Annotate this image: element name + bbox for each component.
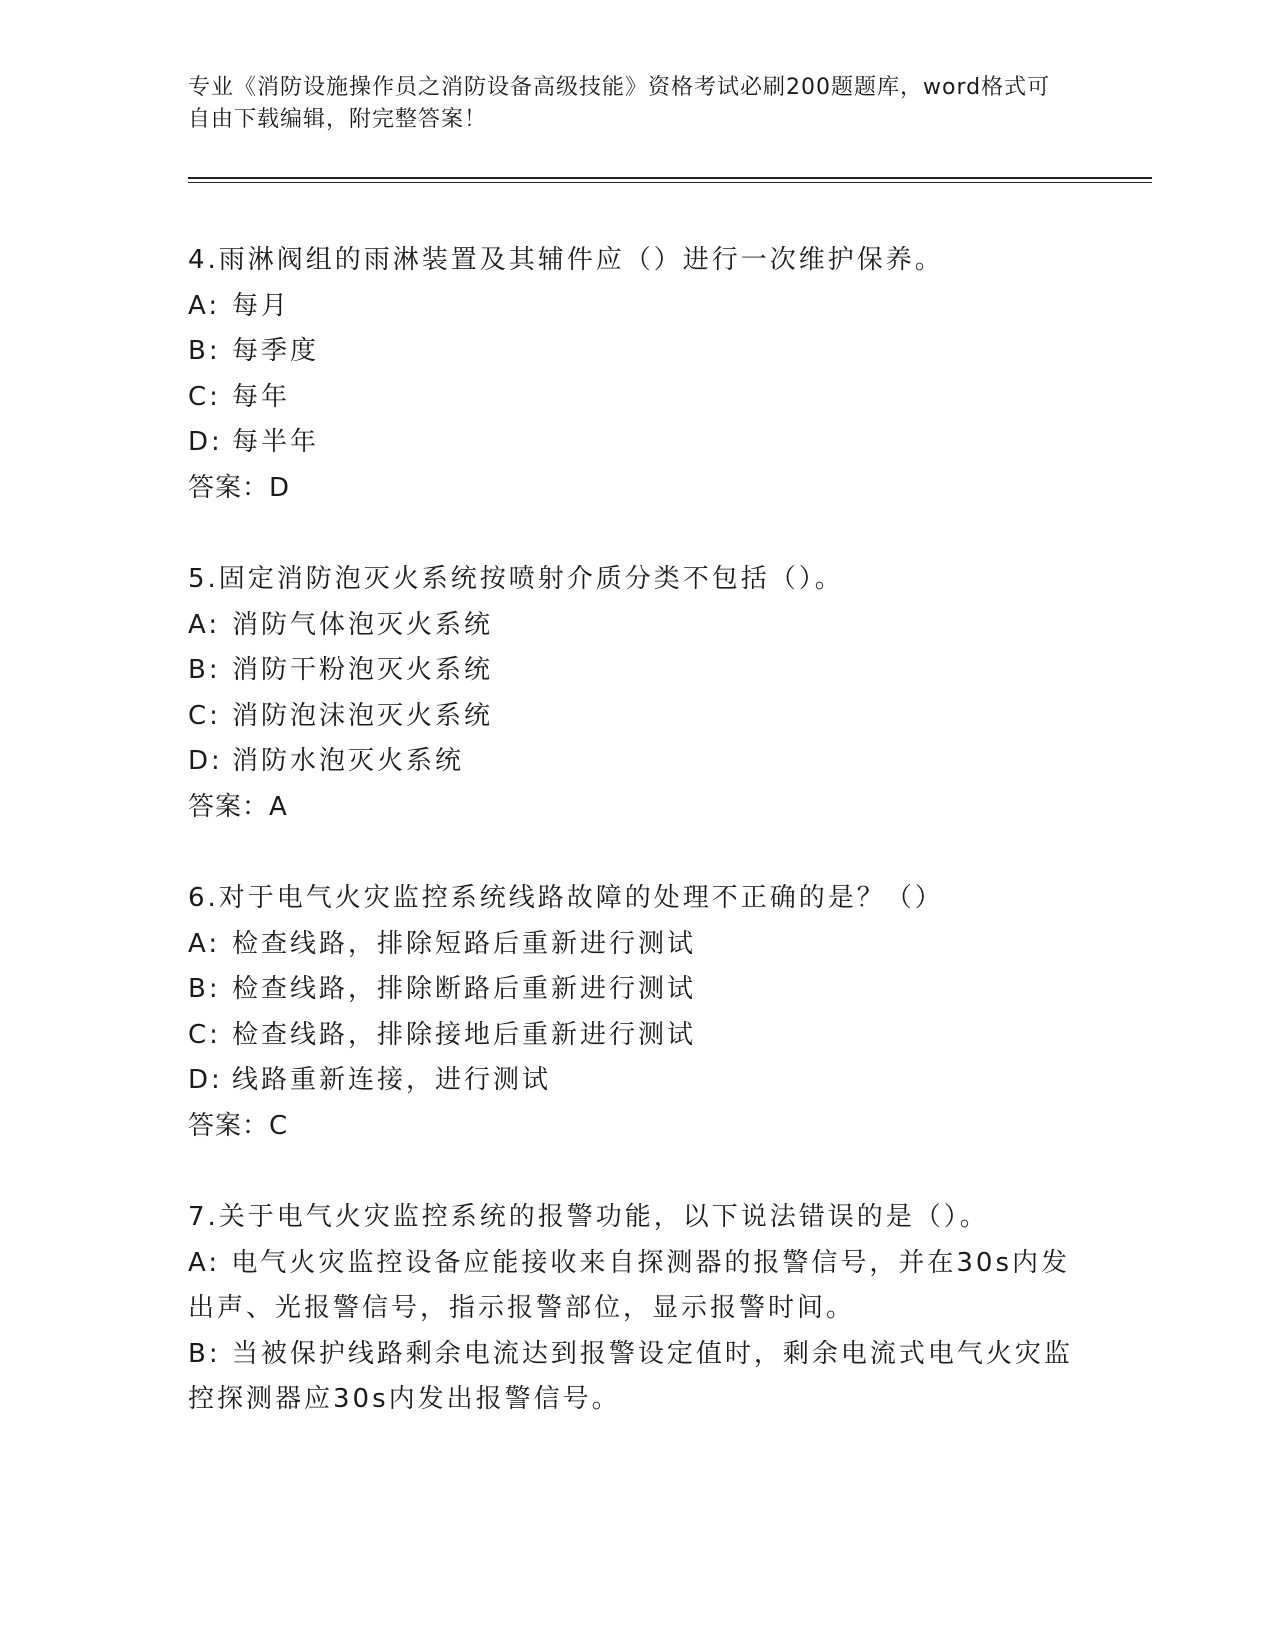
answer-line: 答案：C <box>188 1110 289 1141</box>
header-divider-thin <box>188 182 1152 183</box>
option-label: B: <box>188 1338 221 1369</box>
option-b <box>188 329 1088 375</box>
question-4 <box>188 238 1088 511</box>
header-divider-thick <box>188 177 1152 179</box>
option-text: 消防气体泡灭火系统 <box>232 609 494 640</box>
question-6 <box>188 876 1088 1149</box>
option-label: A: <box>188 1247 221 1278</box>
option-text: 检查线路，排除短路后重新进行测试 <box>232 928 697 959</box>
option-text: 电气火灾监控设备应能接收来自探测器的报警信号，并在30s内发出声、光报警信号，指示报警部位，显示报警时间。 <box>188 1247 1070 1323</box>
question-text: 6.对于电气火灾监控系统线路故障的处理不正确的是？（） <box>188 883 944 913</box>
answer-line: 答案：D <box>188 472 291 503</box>
option-label: D: <box>188 427 223 457</box>
option-label: C: <box>188 700 221 731</box>
option-label: B: <box>188 655 221 685</box>
question-text: 4.雨淋阀组的雨淋装置及其辅件应（）进行一次维护保养。 <box>188 245 944 275</box>
option-label: D: <box>188 1065 223 1095</box>
option-a <box>188 922 1088 968</box>
option-text: 每季度 <box>232 336 320 366</box>
option-label: A: <box>188 609 221 640</box>
question-7 <box>188 1195 1088 1423</box>
option-a <box>188 1241 1088 1332</box>
question-list <box>188 238 1088 1469</box>
question-text: 7.关于电气火灾监控系统的报警功能，以下说法错误的是（）。 <box>188 1202 989 1232</box>
option-label: B: <box>188 336 221 366</box>
option-c <box>188 1013 1088 1059</box>
option-text: 每年 <box>232 381 291 412</box>
option-label: D: <box>188 746 223 776</box>
option-text: 线路重新连接，进行测试 <box>232 1065 552 1095</box>
option-c <box>188 694 1088 740</box>
option-b <box>188 648 1088 694</box>
option-text: 每月 <box>232 290 291 321</box>
option-text: 检查线路，排除断路后重新进行测试 <box>232 974 697 1004</box>
header-intro-text: 专业《消防设施操作员之消防设备高级技能》资格考试必刷200题题库，word格式可自由下载编辑，附完整答案！ <box>188 75 1051 132</box>
option-label: A: <box>188 928 221 959</box>
option-d <box>188 420 1088 466</box>
option-text: 消防水泡灭火系统 <box>232 746 465 776</box>
option-c <box>188 375 1088 421</box>
option-text: 消防干粉泡灭火系统 <box>232 655 494 685</box>
option-label: C: <box>188 1019 221 1050</box>
option-d <box>188 1058 1088 1104</box>
question-5 <box>188 557 1088 830</box>
option-label: A: <box>188 290 221 321</box>
option-label: C: <box>188 381 221 412</box>
option-a <box>188 603 1088 649</box>
answer-line: 答案：A <box>188 791 288 822</box>
document-header <box>188 72 1068 136</box>
option-text: 当被保护线路剩余电流达到报警设定值时，剩余电流式电气火灾监控探测器应30s内发出报警信号。 <box>188 1338 1073 1414</box>
option-text: 检查线路，排除接地后重新进行测试 <box>232 1019 697 1050</box>
option-label: B: <box>188 974 221 1004</box>
option-d <box>188 739 1088 785</box>
option-text: 消防泡沫泡灭火系统 <box>232 700 494 731</box>
option-b <box>188 1332 1088 1423</box>
option-a <box>188 284 1088 330</box>
question-text: 5.固定消防泡灭火系统按喷射介质分类不包括（）。 <box>188 564 844 594</box>
option-text: 每半年 <box>232 427 320 457</box>
option-b <box>188 967 1088 1013</box>
